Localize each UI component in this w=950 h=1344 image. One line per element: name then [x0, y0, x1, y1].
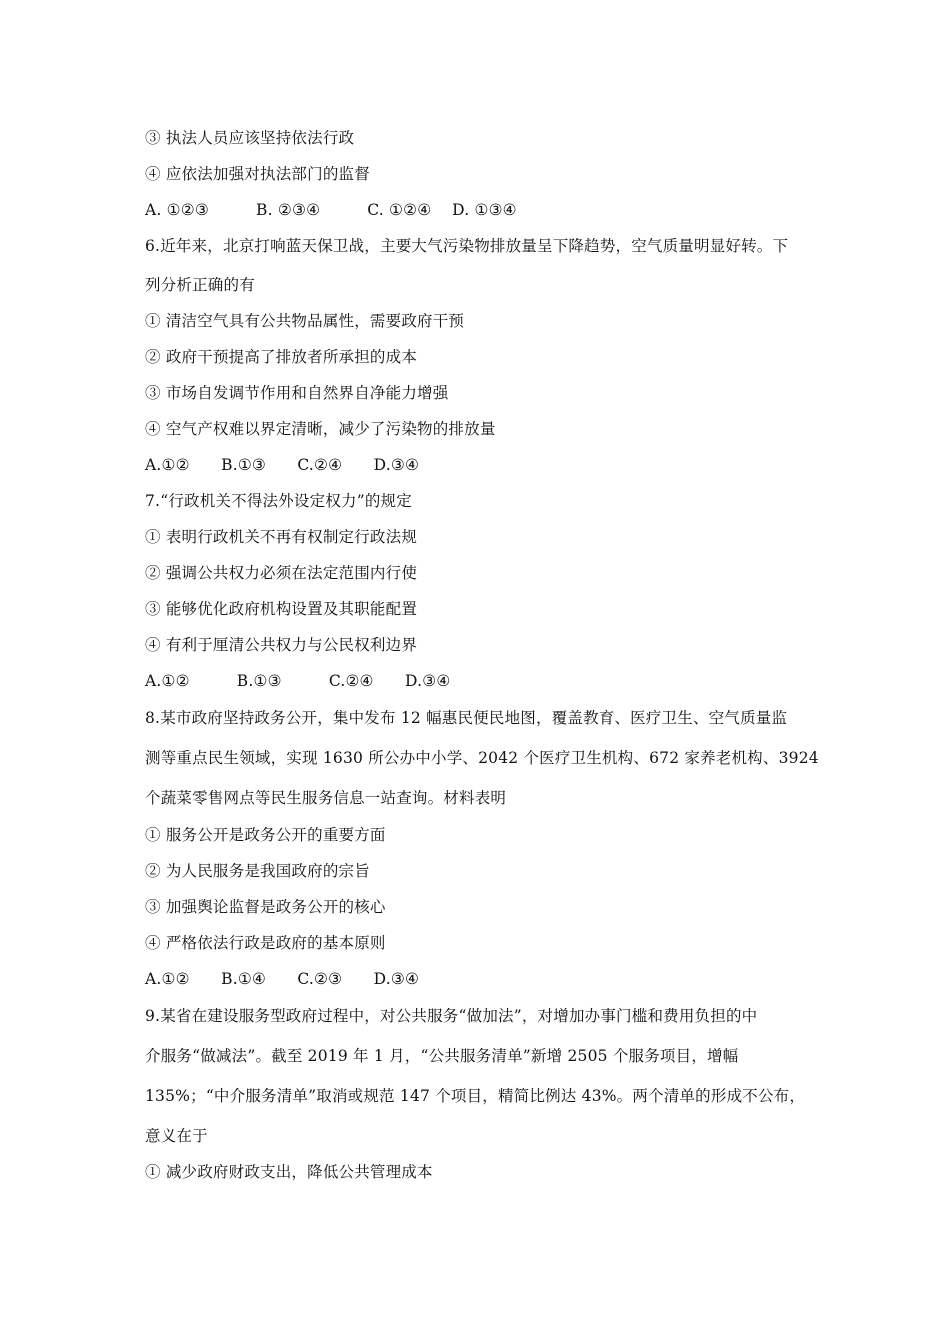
- q6-option-3: ③ 市场自发调节作用和自然界自净能力增强: [145, 384, 449, 402]
- q6-option-2: ② 政府干预提高了排放者所承担的成本: [145, 348, 418, 366]
- answer-choices-q6: A.①② B.①③ C.②④ D.③④: [145, 456, 420, 474]
- q7-option-3: ③ 能够优化政府机构设置及其职能配置: [145, 600, 418, 618]
- question-9-stem-cont-2: 135%；“中介服务清单”取消或规范 147 个项目，精简比例达 43%。两个清单的形成不公布，: [145, 1087, 806, 1105]
- question-7-stem: 7.“行政机关不得法外设定权力”的规定: [145, 492, 412, 510]
- question-9-stem: 9.某省在建设服务型政府过程中，对公共服务“做加法”，对增加办事门槛和费用负担的中: [145, 1007, 758, 1025]
- q8-option-1: ① 服务公开是政务公开的重要方面: [145, 826, 386, 844]
- q8-option-3: ③ 加强舆论监督是政务公开的核心: [145, 898, 386, 916]
- question-6-stem-cont: 列分析正确的有: [145, 276, 255, 294]
- option-line-3: ③ 执法人员应该坚持依法行政: [145, 129, 355, 147]
- q8-option-4: ④ 严格依法行政是政府的基本原则: [145, 934, 386, 952]
- q7-option-1: ① 表明行政机关不再有权制定行政法规: [145, 528, 418, 546]
- q9-option-1: ① 减少政府财政支出，降低公共管理成本: [145, 1163, 433, 1181]
- question-8-stem-cont-2: 个蔬菜零售网点等民生服务信息一站查询。材料表明: [145, 789, 507, 807]
- option-line-4: ④ 应依法加强对执法部门的监督: [145, 165, 370, 183]
- question-6-stem: 6.近年来，北京打响蓝天保卫战，主要大气污染物排放量呈下降趋势，空气质量明显好转。下: [145, 237, 789, 255]
- answer-choices-q8: A.①② B.①④ C.②③ D.③④: [145, 970, 420, 988]
- question-9-stem-cont-1: 介服务“做减法”。截至 2019 年 1 月，“公共服务清单”新增 2505 个服务项目，增幅: [145, 1047, 739, 1065]
- question-8-stem-cont-1: 测等重点民生领域，实现 1630 所公办中小学、2042 个医疗卫生机构、672 家养老机构、3924: [145, 749, 819, 767]
- q6-option-4: ④ 空气产权难以界定清晰，减少了污染物的排放量: [145, 420, 496, 438]
- answer-choices-q7: A.①② B.①③ C.②④ D.③④: [145, 672, 451, 690]
- question-9-stem-cont-3: 意义在于: [145, 1127, 208, 1145]
- q8-option-2: ② 为人民服务是我国政府的宗旨: [145, 862, 370, 880]
- q6-option-1: ① 清洁空气具有公共物品属性，需要政府干预: [145, 312, 465, 330]
- q7-option-4: ④ 有利于厘清公共权力与公民权利边界: [145, 636, 418, 654]
- q7-option-2: ② 强调公共权力必须在法定范围内行使: [145, 564, 418, 582]
- answer-choices-q5: A. ①②③ B. ②③④ C. ①②④ D. ①③④: [145, 201, 517, 219]
- question-8-stem: 8.某市政府坚持政务公开，集中发布 12 幅惠民便民地图，覆盖教育、医疗卫生、空气质量监: [145, 709, 788, 727]
